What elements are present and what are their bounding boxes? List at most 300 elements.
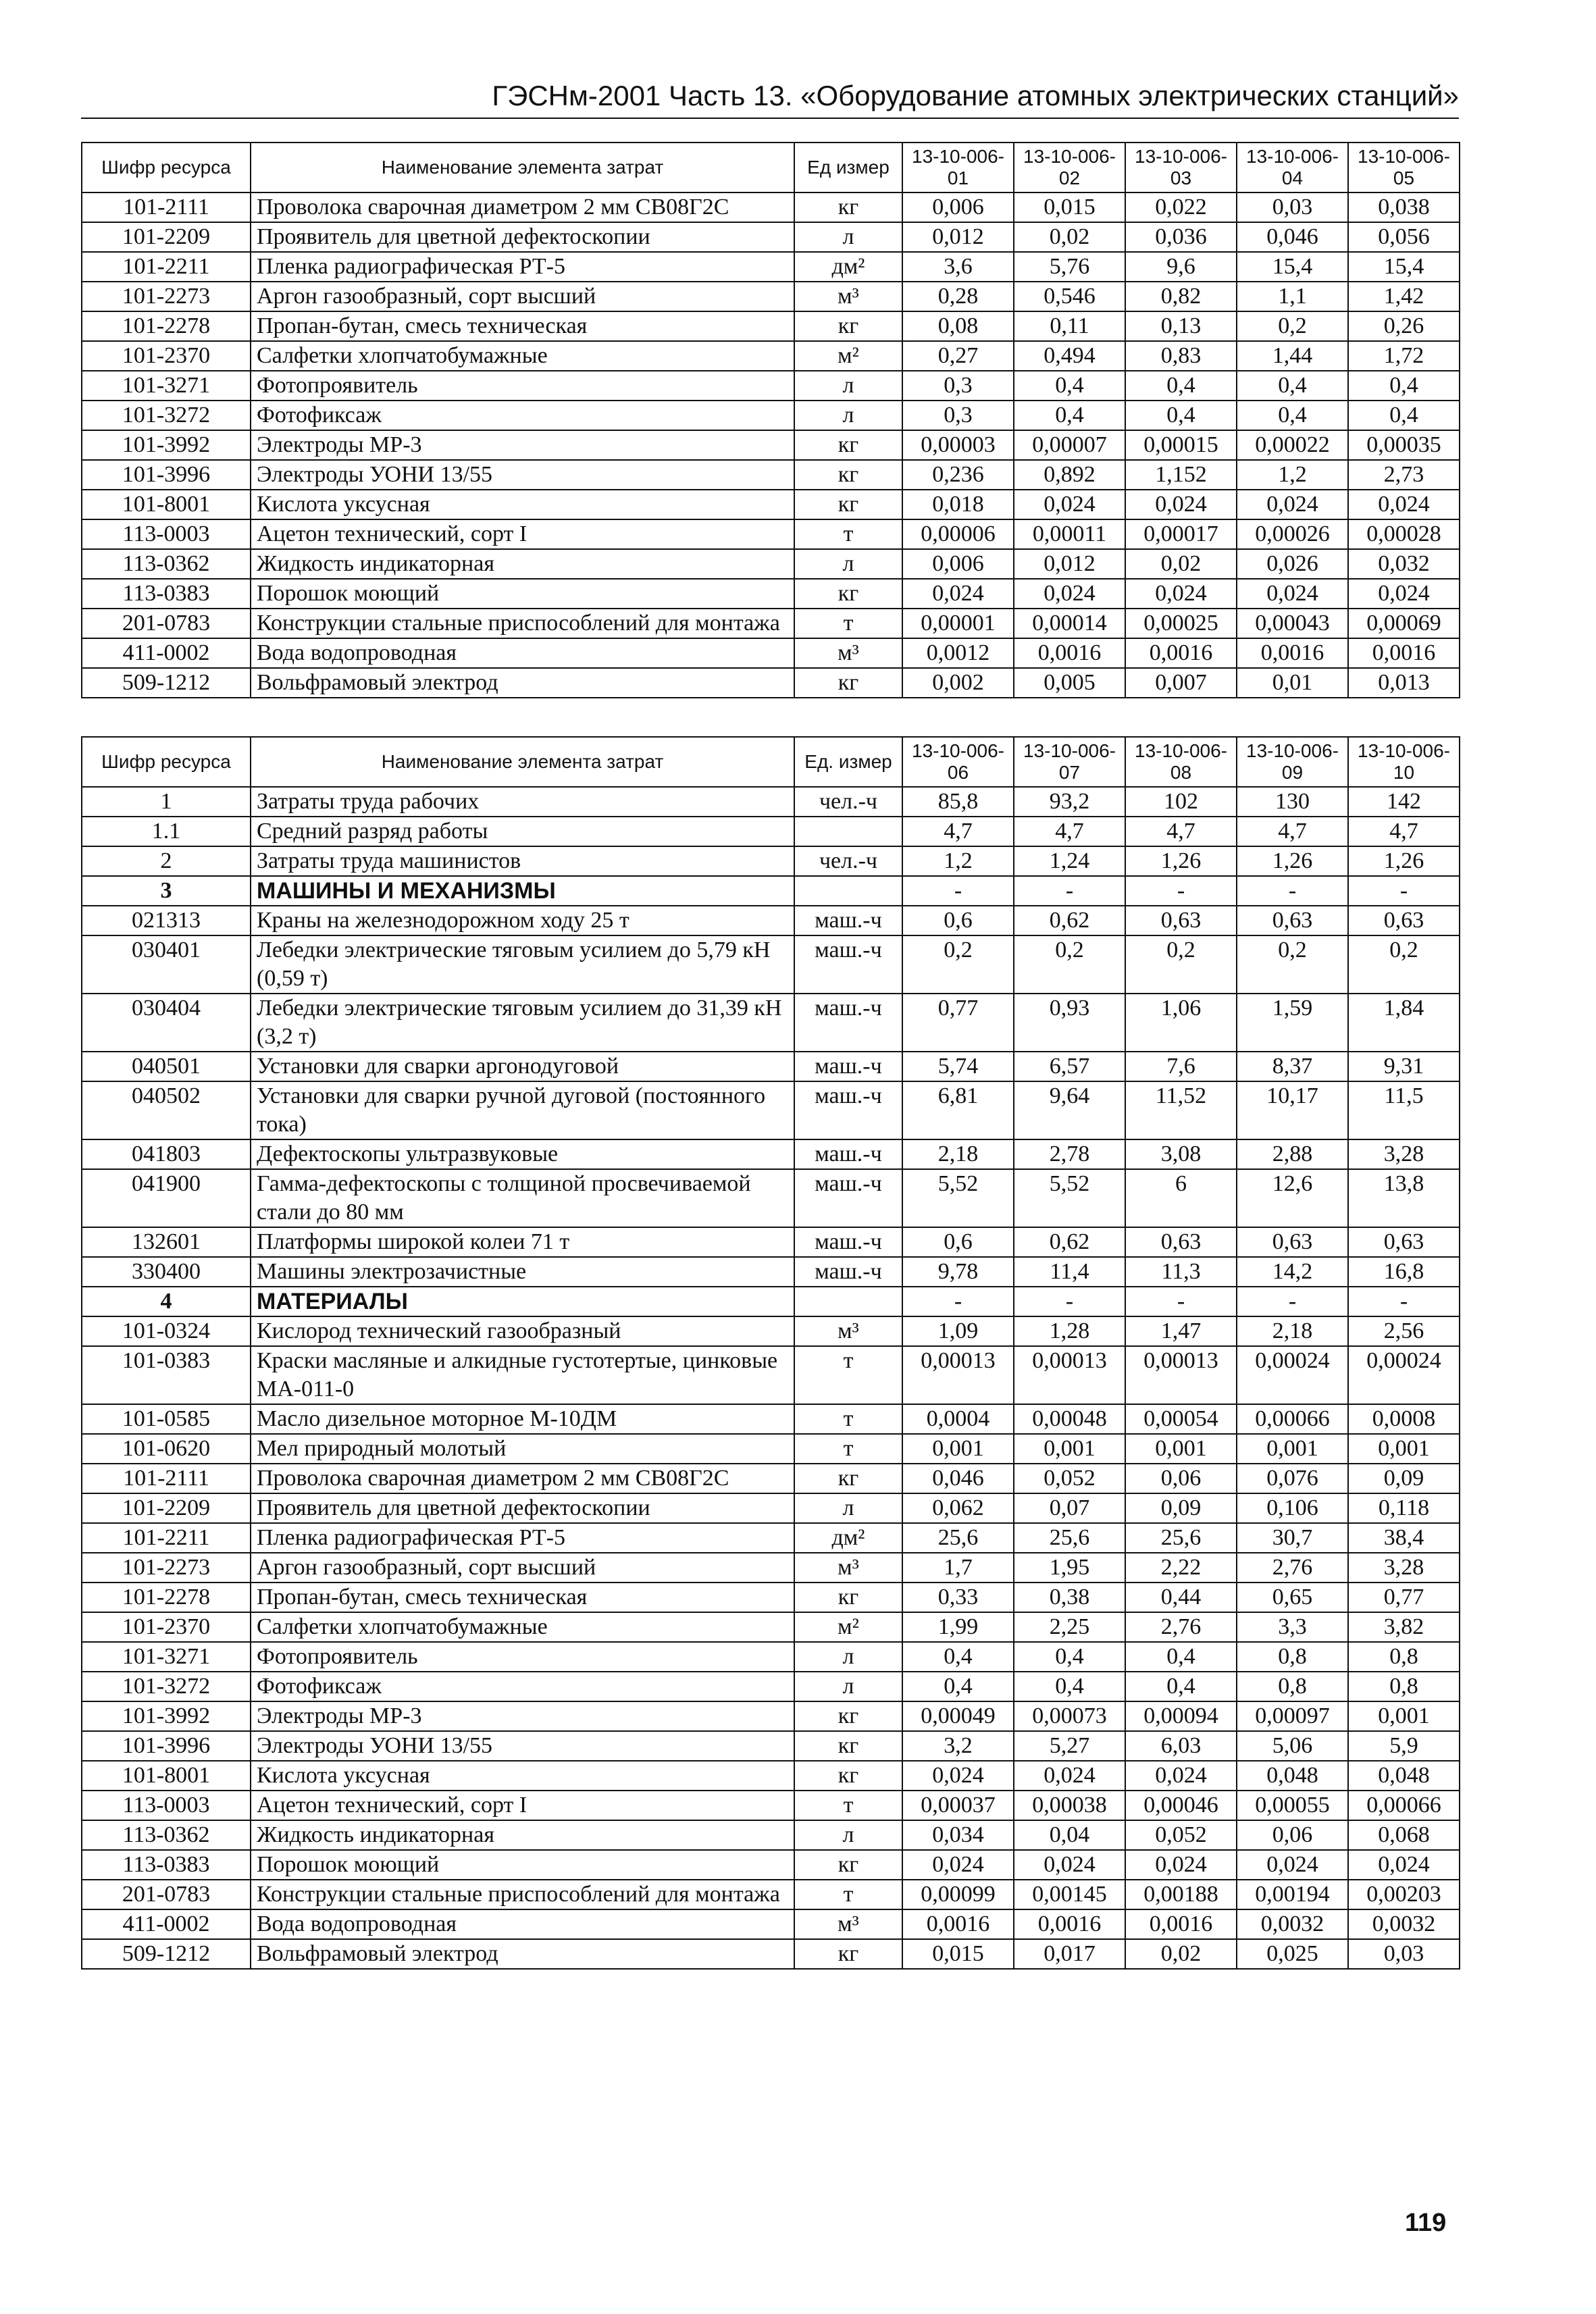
norm-value-cell: 1,47 <box>1125 1316 1237 1346</box>
norm-value-cell: 2,73 <box>1348 460 1460 490</box>
norm-value-cell: 3,28 <box>1348 1553 1460 1583</box>
unit-cell: кг <box>794 1850 902 1880</box>
norm-value-cell: 0,032 <box>1348 549 1460 579</box>
norm-value-cell: 0,63 <box>1125 906 1237 935</box>
resource-code-cell: 101-8001 <box>82 1761 251 1791</box>
norm-value-cell: 0,00054 <box>1125 1404 1237 1434</box>
norm-value-cell: 4,7 <box>1014 817 1125 846</box>
norm-value-cell: 5,76 <box>1014 252 1125 282</box>
norm-value-cell: 12,6 <box>1237 1169 1348 1227</box>
norm-value-cell: 0,024 <box>1237 1850 1348 1880</box>
column-header-code: Шифр ресурса <box>82 737 251 787</box>
norm-value-cell: 0,00046 <box>1125 1791 1237 1820</box>
norm-value-cell: 0,3 <box>902 371 1014 401</box>
unit-cell: кг <box>794 579 902 609</box>
norm-value-cell: 0,8 <box>1237 1672 1348 1701</box>
norm-value-cell: 0,00014 <box>1014 609 1125 638</box>
norm-value-cell: 0,076 <box>1237 1464 1348 1493</box>
table-row <box>82 1139 1460 1169</box>
table-row <box>82 1850 1460 1880</box>
resource-name-cell: Жидкость индикаторная <box>251 549 794 579</box>
norm-value-cell: 0,024 <box>1014 1761 1125 1791</box>
norm-value-cell: 0,63 <box>1348 906 1460 935</box>
resource-name-cell: Машины электрозачистные <box>251 1257 794 1287</box>
column-header-norm: 13-10-006-04 <box>1237 143 1348 192</box>
resource-name-cell: Проявитель для цветной дефектоскопии <box>251 222 794 252</box>
unit-cell: маш.-ч <box>794 1139 902 1169</box>
running-header: ГЭСНм-2001 Часть 13. «Оборудование атомных электрических станций» <box>81 80 1459 119</box>
norm-value-cell: - <box>902 876 1014 906</box>
unit-cell: л <box>794 1493 902 1523</box>
resource-code-cell: 101-2278 <box>82 1583 251 1612</box>
norm-value-cell: 6,57 <box>1014 1052 1125 1081</box>
resource-name-cell: Затраты труда машинистов <box>251 846 794 876</box>
norm-value-cell: 0,00028 <box>1348 519 1460 549</box>
resource-code-cell: 101-3271 <box>82 371 251 401</box>
resource-name-cell: Лебедки электрические тяговым усилием до 31,39 кН (3,2 т) <box>251 994 794 1052</box>
norm-value-cell: 0,4 <box>1125 1642 1237 1672</box>
norm-value-cell: 0,33 <box>902 1583 1014 1612</box>
norm-value-cell: 0,001 <box>1125 1434 1237 1464</box>
norm-value-cell: 0,024 <box>1348 1850 1460 1880</box>
norm-value-cell: 0,4 <box>1237 401 1348 430</box>
resource-name-cell: Пропан-бутан, смесь техническая <box>251 311 794 341</box>
resource-code-cell: 113-0003 <box>82 1791 251 1820</box>
norm-value-cell: 0,63 <box>1237 906 1348 935</box>
unit-cell: л <box>794 1672 902 1701</box>
resource-name-cell: Электроды МР-3 <box>251 430 794 460</box>
resource-name-cell: Лебедки электрические тяговым усилием до 5,79 кН (0,59 т) <box>251 935 794 994</box>
norm-value-cell: 11,3 <box>1125 1257 1237 1287</box>
unit-cell: м² <box>794 1612 902 1642</box>
table-row <box>82 192 1460 222</box>
table-row <box>82 1939 1460 1969</box>
norm-value-cell: 0,046 <box>1237 222 1348 252</box>
resource-name-cell: Платформы широкой колеи 71 т <box>251 1227 794 1257</box>
norm-value-cell: - <box>1125 1287 1237 1316</box>
norm-value-cell: 16,8 <box>1348 1257 1460 1287</box>
resource-code-cell: 101-2211 <box>82 1523 251 1553</box>
norm-value-cell: 0,00145 <box>1014 1880 1125 1909</box>
norm-value-cell: 0,001 <box>902 1434 1014 1464</box>
resource-code-cell: 4 <box>82 1287 251 1316</box>
norm-value-cell: 0,13 <box>1125 311 1237 341</box>
norm-value-cell: 0,012 <box>1014 549 1125 579</box>
table-row <box>82 1791 1460 1820</box>
table-row <box>82 1642 1460 1672</box>
norm-value-cell: 0,4 <box>1348 371 1460 401</box>
norm-value-cell: 0,08 <box>902 311 1014 341</box>
table-row <box>82 668 1460 698</box>
norm-value-cell: 0,00188 <box>1125 1880 1237 1909</box>
unit-cell: м³ <box>794 282 902 311</box>
norm-value-cell: 0,068 <box>1348 1820 1460 1850</box>
norm-value-cell: 0,00038 <box>1014 1791 1125 1820</box>
resource-code-cell: 101-2111 <box>82 192 251 222</box>
norm-value-cell: 5,9 <box>1348 1731 1460 1761</box>
norm-value-cell: 3,3 <box>1237 1612 1348 1642</box>
norm-value-cell: 0,052 <box>1125 1820 1237 1850</box>
norm-value-cell: 15,4 <box>1348 252 1460 282</box>
norm-value-cell: 85,8 <box>902 787 1014 817</box>
norm-value-cell: 0,4 <box>902 1672 1014 1701</box>
resource-name-cell: Проволока сварочная диаметром 2 мм СВ08Г2С <box>251 192 794 222</box>
table-row <box>82 1909 1460 1939</box>
norm-value-cell: 1,26 <box>1348 846 1460 876</box>
norm-value-cell: 30,7 <box>1237 1523 1348 1553</box>
norm-value-cell: - <box>1125 876 1237 906</box>
resource-code-cell: 101-3272 <box>82 1672 251 1701</box>
resource-name-cell: Мел природный молотый <box>251 1434 794 1464</box>
table-row <box>82 1227 1460 1257</box>
column-header-norm: 13-10-006-08 <box>1125 737 1237 787</box>
table-row <box>82 1761 1460 1791</box>
norm-value-cell: 0,024 <box>1125 579 1237 609</box>
column-header-norm: 13-10-006-03 <box>1125 143 1237 192</box>
norm-value-cell: 130 <box>1237 787 1348 817</box>
norm-value-cell: 5,52 <box>902 1169 1014 1227</box>
norm-value-cell: 0,2 <box>1237 311 1348 341</box>
norm-value-cell: 0,2 <box>1237 935 1348 994</box>
resource-name-cell: Вода водопроводная <box>251 638 794 668</box>
unit-cell: л <box>794 371 902 401</box>
norm-value-cell: 8,37 <box>1237 1052 1348 1081</box>
resource-code-cell: 113-0383 <box>82 579 251 609</box>
norm-value-cell: 0,8 <box>1348 1642 1460 1672</box>
table-row <box>82 519 1460 549</box>
norm-value-cell: 0,046 <box>902 1464 1014 1493</box>
resource-name-cell: Гамма-дефектоскопы с толщиной просвечиваемой стали до 80 мм <box>251 1169 794 1227</box>
column-header-norm: 13-10-006-07 <box>1014 737 1125 787</box>
norm-value-cell: 0,00066 <box>1237 1404 1348 1434</box>
resource-name-cell: Салфетки хлопчатобумажные <box>251 1612 794 1642</box>
norm-value-cell: 0,005 <box>1014 668 1125 698</box>
norm-value-cell: 5,74 <box>902 1052 1014 1081</box>
unit-cell: т <box>794 1791 902 1820</box>
unit-cell: кг <box>794 1464 902 1493</box>
resource-code-cell: 101-2209 <box>82 1493 251 1523</box>
resource-name-cell: Конструкции стальные приспособлений для монтажа <box>251 609 794 638</box>
resource-code-cell: 132601 <box>82 1227 251 1257</box>
unit-cell: маш.-ч <box>794 994 902 1052</box>
norm-value-cell: 0,62 <box>1014 1227 1125 1257</box>
norm-value-cell: 0,63 <box>1125 1227 1237 1257</box>
resource-code-cell: 041900 <box>82 1169 251 1227</box>
unit-cell: м³ <box>794 1909 902 1939</box>
norm-value-cell: 25,6 <box>902 1523 1014 1553</box>
norm-value-cell: 6,03 <box>1125 1731 1237 1761</box>
norm-value-cell: 2,78 <box>1014 1139 1125 1169</box>
resource-code-cell: 101-2209 <box>82 222 251 252</box>
resource-code-cell: 101-3996 <box>82 460 251 490</box>
norm-value-cell: 0,00011 <box>1014 519 1125 549</box>
table-row <box>82 994 1460 1052</box>
norm-value-cell: 0,00007 <box>1014 430 1125 460</box>
table-row <box>82 638 1460 668</box>
unit-cell: л <box>794 401 902 430</box>
resource-code-cell: 101-3996 <box>82 1731 251 1761</box>
norm-value-cell: 0,4 <box>902 1642 1014 1672</box>
resource-name-cell: Электроды УОНИ 13/55 <box>251 460 794 490</box>
unit-cell: т <box>794 1434 902 1464</box>
norm-value-cell: 0,83 <box>1125 341 1237 371</box>
norm-value-cell: - <box>1348 1287 1460 1316</box>
norm-value-cell: 0,892 <box>1014 460 1125 490</box>
norm-value-cell: 0,0016 <box>1125 1909 1237 1939</box>
norm-value-cell: 0,00003 <box>902 430 1014 460</box>
table1-body <box>82 192 1460 698</box>
resource-name-cell: Порошок моющий <box>251 579 794 609</box>
norm-value-cell: 0,00048 <box>1014 1404 1125 1434</box>
resource-name-cell: Ацетон технический, сорт I <box>251 519 794 549</box>
unit-cell: маш.-ч <box>794 906 902 935</box>
unit-cell: маш.-ч <box>794 935 902 994</box>
resource-name-cell: Фотофиксаж <box>251 401 794 430</box>
norm-value-cell: 0,8 <box>1348 1672 1460 1701</box>
norm-value-cell: 0,00006 <box>902 519 1014 549</box>
norm-value-cell: 0,118 <box>1348 1493 1460 1523</box>
section-row <box>82 1287 1460 1316</box>
resource-code-cell: 101-0585 <box>82 1404 251 1434</box>
unit-cell: л <box>794 549 902 579</box>
norm-value-cell: 1,26 <box>1125 846 1237 876</box>
norm-value-cell: 0,03 <box>1237 192 1348 222</box>
norm-value-cell: 3,28 <box>1348 1139 1460 1169</box>
norm-value-cell: 11,5 <box>1348 1081 1460 1139</box>
norm-value-cell: 0,007 <box>1125 668 1237 698</box>
resource-code-cell: 509-1212 <box>82 1939 251 1969</box>
norm-value-cell: 3,6 <box>902 252 1014 282</box>
resource-name-cell: Фотофиксаж <box>251 1672 794 1701</box>
norm-value-cell: 0,00097 <box>1237 1701 1348 1731</box>
norm-value-cell: 0,07 <box>1014 1493 1125 1523</box>
norm-value-cell: 0,26 <box>1348 311 1460 341</box>
table-row <box>82 1612 1460 1642</box>
norm-value-cell: 0,00026 <box>1237 519 1348 549</box>
norm-value-cell: 1,2 <box>1237 460 1348 490</box>
norm-value-cell: 0,03 <box>1348 1939 1460 1969</box>
unit-cell: т <box>794 519 902 549</box>
norm-value-cell: 2,22 <box>1125 1553 1237 1583</box>
resource-name-cell: Проявитель для цветной дефектоскопии <box>251 1493 794 1523</box>
resource-name-cell: Масло дизельное моторное М-10ДМ <box>251 1404 794 1434</box>
resource-name-cell: Кислота уксусная <box>251 490 794 519</box>
column-header-unit: Ед. измер <box>794 737 902 787</box>
norm-value-cell: 0,93 <box>1014 994 1125 1052</box>
table-row <box>82 1257 1460 1287</box>
unit-cell: чел.-ч <box>794 787 902 817</box>
norm-value-cell: 0,006 <box>902 192 1014 222</box>
norm-value-cell: 0,28 <box>902 282 1014 311</box>
norm-value-cell: 0,01 <box>1237 668 1348 698</box>
resource-code-cell: 101-2278 <box>82 311 251 341</box>
resource-code-cell: 1 <box>82 787 251 817</box>
norm-value-cell: 9,78 <box>902 1257 1014 1287</box>
table-row <box>82 906 1460 935</box>
norm-value-cell: 0,8 <box>1237 1642 1348 1672</box>
norm-value-cell: 25,6 <box>1014 1523 1125 1553</box>
table-row <box>82 549 1460 579</box>
norm-value-cell: 0,018 <box>902 490 1014 519</box>
table-row <box>82 311 1460 341</box>
table2-body <box>82 787 1460 1969</box>
resource-name-cell: Аргон газообразный, сорт высший <box>251 1553 794 1583</box>
norm-value-cell: 0,00024 <box>1348 1346 1460 1404</box>
norm-value-cell: 5,27 <box>1014 1731 1125 1761</box>
norm-value-cell: 0,546 <box>1014 282 1125 311</box>
norm-value-cell: 1,84 <box>1348 994 1460 1052</box>
norm-value-cell: 2,76 <box>1237 1553 1348 1583</box>
norm-value-cell: 2,18 <box>1237 1316 1348 1346</box>
norm-value-cell: 0,017 <box>1014 1939 1125 1969</box>
resource-code-cell: 113-0003 <box>82 519 251 549</box>
resource-code-cell: 330400 <box>82 1257 251 1287</box>
norm-value-cell: 0,106 <box>1237 1493 1348 1523</box>
resource-code-cell: 2 <box>82 846 251 876</box>
norm-value-cell: 1,99 <box>902 1612 1014 1642</box>
table-row <box>82 1820 1460 1850</box>
resource-name-cell: Конструкции стальные приспособлений для монтажа <box>251 1880 794 1909</box>
norm-value-cell: 4,7 <box>902 817 1014 846</box>
table-row <box>82 282 1460 311</box>
table-row <box>82 1052 1460 1081</box>
unit-cell <box>794 1287 902 1316</box>
norm-value-cell: 3,2 <box>902 1731 1014 1761</box>
unit-cell: маш.-ч <box>794 1227 902 1257</box>
table-row <box>82 252 1460 282</box>
unit-cell: т <box>794 1404 902 1434</box>
unit-cell: кг <box>794 1761 902 1791</box>
norm-value-cell: 0,2 <box>1125 935 1237 994</box>
norm-value-cell: 9,64 <box>1014 1081 1125 1139</box>
resource-name-cell: Дефектоскопы ультразвуковые <box>251 1139 794 1169</box>
table-row <box>82 1081 1460 1139</box>
resource-code-cell: 101-2370 <box>82 341 251 371</box>
norm-value-cell: 0,4 <box>1014 1672 1125 1701</box>
norm-value-cell: 0,048 <box>1348 1761 1460 1791</box>
norm-value-cell: 0,38 <box>1014 1583 1125 1612</box>
norm-value-cell: 0,024 <box>902 579 1014 609</box>
resource-code-cell: 041803 <box>82 1139 251 1169</box>
norm-value-cell: 0,00049 <box>902 1701 1014 1731</box>
column-header-norm: 13-10-006-09 <box>1237 737 1348 787</box>
norm-value-cell: 0,024 <box>1014 579 1125 609</box>
column-header-name: Наименование элемента затрат <box>251 143 794 192</box>
norm-value-cell: 0,006 <box>902 549 1014 579</box>
norm-value-cell: 6,81 <box>902 1081 1014 1139</box>
resource-code-cell: 113-0383 <box>82 1850 251 1880</box>
norm-value-cell: 0,3 <box>902 401 1014 430</box>
unit-cell: л <box>794 1642 902 1672</box>
norm-value-cell: 0,62 <box>1014 906 1125 935</box>
norm-value-cell: 0,024 <box>1237 490 1348 519</box>
resource-name-cell: Пленка радиографическая РТ-5 <box>251 1523 794 1553</box>
norm-value-cell: 0,024 <box>1125 1761 1237 1791</box>
norm-value-cell: 0,024 <box>1348 579 1460 609</box>
norm-value-cell: 2,88 <box>1237 1139 1348 1169</box>
resource-code-cell: 101-2211 <box>82 252 251 282</box>
resource-name-cell: Фотопроявитель <box>251 1642 794 1672</box>
norm-value-cell: 3,82 <box>1348 1612 1460 1642</box>
resource-code-cell: 101-3271 <box>82 1642 251 1672</box>
norm-value-cell: 4,7 <box>1125 817 1237 846</box>
unit-cell: м² <box>794 341 902 371</box>
table-row <box>82 579 1460 609</box>
resource-name-cell: Краски масляные и алкидные густотертые, цинковые МА-011-0 <box>251 1346 794 1404</box>
norm-value-cell: 0,494 <box>1014 341 1125 371</box>
table-header-row <box>82 143 1460 192</box>
resource-name-cell: Аргон газообразный, сорт высший <box>251 282 794 311</box>
norm-value-cell: 0,77 <box>902 994 1014 1052</box>
unit-cell <box>794 876 902 906</box>
norm-value-cell: 0,00024 <box>1237 1346 1348 1404</box>
norm-value-cell: 0,00013 <box>902 1346 1014 1404</box>
unit-cell: чел.-ч <box>794 846 902 876</box>
norm-value-cell: 0,00094 <box>1125 1701 1237 1731</box>
resource-name-cell: Кислород технический газообразный <box>251 1316 794 1346</box>
resource-name-cell: Кислота уксусная <box>251 1761 794 1791</box>
unit-cell: т <box>794 1346 902 1404</box>
norm-value-cell: 0,0016 <box>1014 638 1125 668</box>
table-row <box>82 935 1460 994</box>
norm-value-cell: 9,6 <box>1125 252 1237 282</box>
table-row <box>82 1434 1460 1464</box>
resource-code-cell: 101-3992 <box>82 1701 251 1731</box>
norm-value-cell: 15,4 <box>1237 252 1348 282</box>
norm-value-cell: 14,2 <box>1237 1257 1348 1287</box>
norm-value-cell: 0,4 <box>1014 371 1125 401</box>
resource-code-cell: 201-0783 <box>82 1880 251 1909</box>
norm-value-cell: 0,025 <box>1237 1939 1348 1969</box>
resource-code-cell: 3 <box>82 876 251 906</box>
norm-value-cell: 1,26 <box>1237 846 1348 876</box>
norm-value-cell: 142 <box>1348 787 1460 817</box>
norm-value-cell: 0,001 <box>1237 1434 1348 1464</box>
resource-code-cell: 101-3272 <box>82 401 251 430</box>
norm-value-cell: 25,6 <box>1125 1523 1237 1553</box>
norm-value-cell: 38,4 <box>1348 1523 1460 1553</box>
resource-name-cell: Порошок моющий <box>251 1850 794 1880</box>
norm-value-cell: 1,28 <box>1014 1316 1125 1346</box>
resource-code-cell: 201-0783 <box>82 609 251 638</box>
resource-code-cell: 101-0324 <box>82 1316 251 1346</box>
resource-name-cell: МАТЕРИАЛЫ <box>251 1287 794 1316</box>
norm-value-cell: 0,44 <box>1125 1583 1237 1612</box>
table-row <box>82 430 1460 460</box>
norm-value-cell: 2,25 <box>1014 1612 1125 1642</box>
norm-value-cell: 0,0016 <box>1348 638 1460 668</box>
norm-value-cell: 0,236 <box>902 460 1014 490</box>
norm-value-cell: 1,72 <box>1348 341 1460 371</box>
norm-value-cell: 2,56 <box>1348 1316 1460 1346</box>
norm-value-cell: - <box>1014 1287 1125 1316</box>
resource-name-cell: Электроды УОНИ 13/55 <box>251 1731 794 1761</box>
norm-value-cell: 0,0012 <box>902 638 1014 668</box>
norm-value-cell: 0,04 <box>1014 1820 1125 1850</box>
unit-cell: кг <box>794 1701 902 1731</box>
resource-name-cell: Пропан-бутан, смесь техническая <box>251 1583 794 1612</box>
norm-value-cell: 1,24 <box>1014 846 1125 876</box>
norm-value-cell: 0,0016 <box>1125 638 1237 668</box>
norm-value-cell: 0,00025 <box>1125 609 1237 638</box>
unit-cell: маш.-ч <box>794 1257 902 1287</box>
norm-value-cell: 1,42 <box>1348 282 1460 311</box>
table-row <box>82 341 1460 371</box>
norm-value-cell: 0,00203 <box>1348 1880 1460 1909</box>
norm-value-cell: 0,024 <box>902 1761 1014 1791</box>
norm-value-cell: 0,001 <box>1348 1434 1460 1464</box>
unit-cell: кг <box>794 192 902 222</box>
